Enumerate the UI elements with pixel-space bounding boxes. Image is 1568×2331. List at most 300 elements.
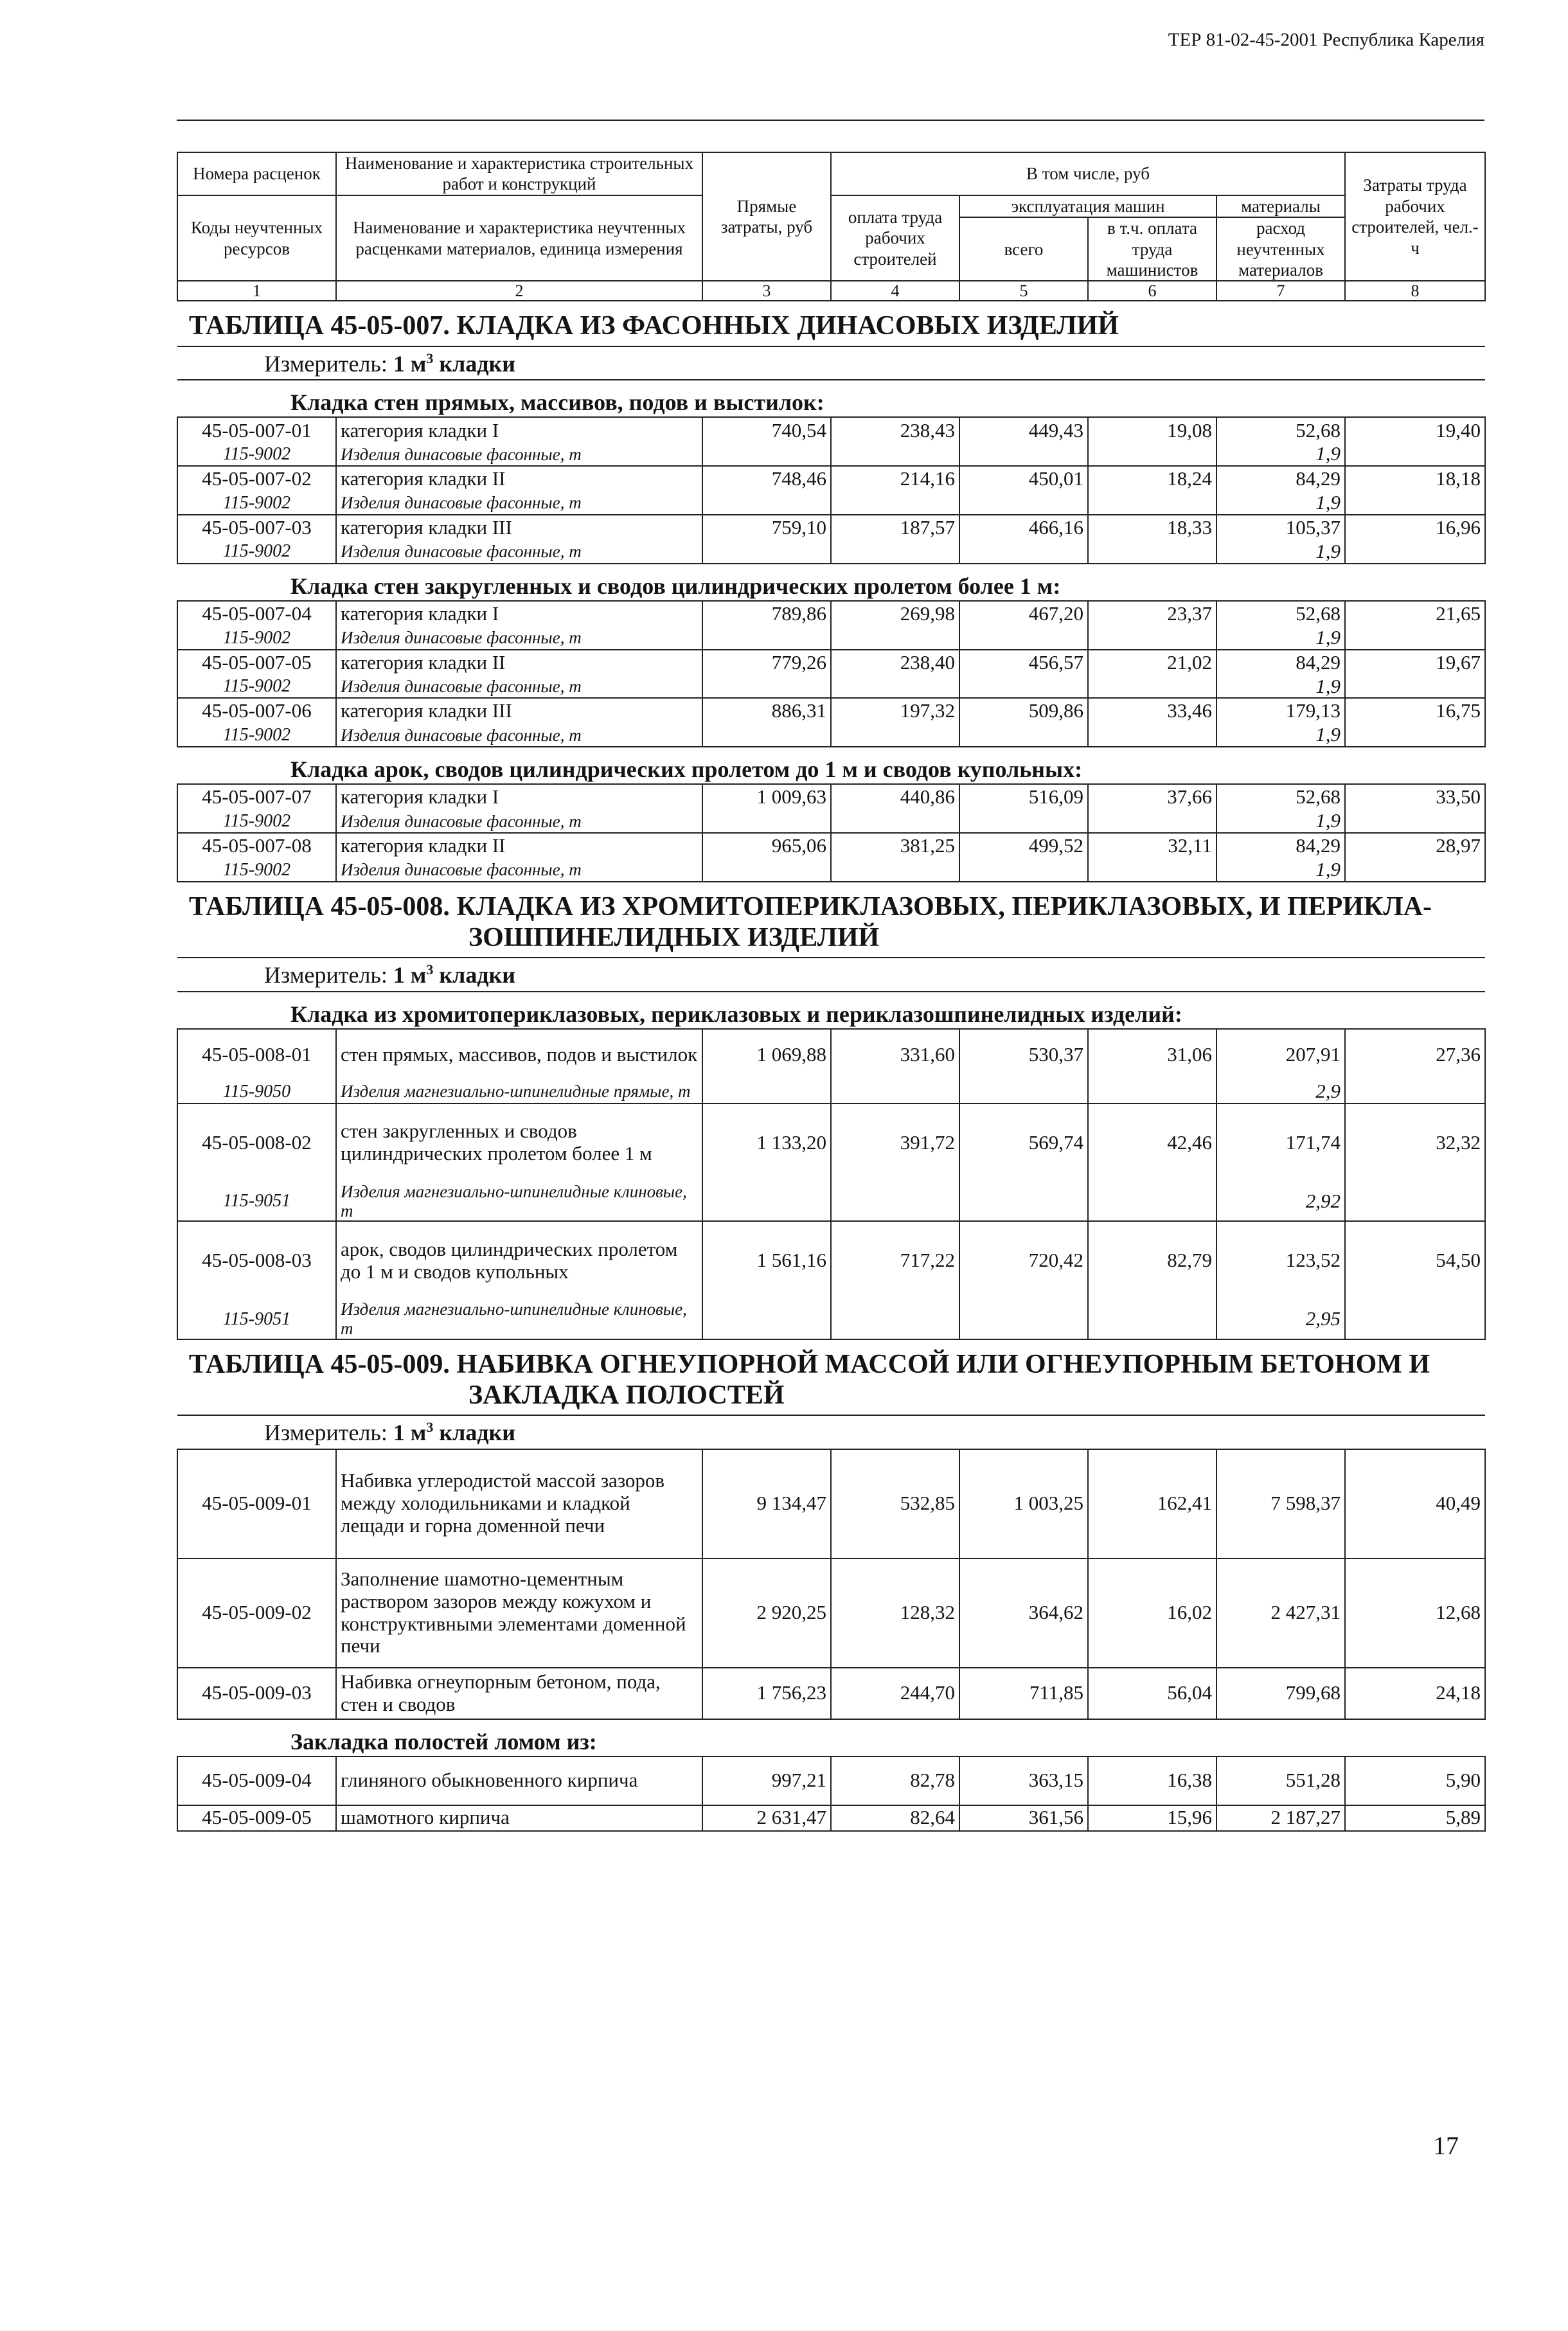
resource-row — [177, 724, 1485, 747]
empty-cell — [702, 675, 831, 699]
resource-name: Изделия динасовые фасонные, т — [336, 859, 702, 882]
table-row — [177, 1449, 1485, 1558]
machine-cost: 456,57 — [959, 650, 1088, 675]
empty-cell — [1345, 1299, 1485, 1339]
empty-cell — [831, 675, 959, 699]
machinist-pay: 42,46 — [1088, 1103, 1216, 1182]
resource-row — [177, 810, 1485, 833]
labor-pay: 717,22 — [831, 1221, 959, 1299]
labor-pay: 197,32 — [831, 698, 959, 724]
empty-cell — [1088, 1080, 1216, 1103]
resource-row — [177, 627, 1485, 650]
resource-code: 115-9051 — [177, 1182, 336, 1221]
col-header-machines: эксплуатация машин — [959, 195, 1216, 217]
col-num: 3 — [702, 281, 831, 301]
table-meter — [177, 958, 1485, 991]
machinist-pay: 23,37 — [1088, 601, 1216, 627]
machine-cost: 499,52 — [959, 833, 1088, 859]
rate-code: 45-05-008-01 — [177, 1029, 336, 1080]
empty-cell — [831, 540, 959, 564]
materials-cost: 84,29 — [1216, 466, 1345, 492]
table-meter-row — [177, 1415, 1485, 1449]
machine-cost: 450,01 — [959, 466, 1088, 492]
section-heading: Кладка из хромитопериклазовых, периклазовых и периклазошпинелидных изделий: — [177, 992, 1485, 1029]
rate-code: 45-05-009-01 — [177, 1449, 336, 1558]
machinist-pay: 15,96 — [1088, 1805, 1216, 1831]
resource-name: Изделия магнезиально-шпинелидные прямые, т — [336, 1080, 702, 1103]
direct-cost: 1 756,23 — [702, 1668, 831, 1719]
empty-cell — [831, 1182, 959, 1221]
empty-cell — [1088, 1299, 1216, 1339]
empty-cell — [959, 540, 1088, 564]
empty-cell — [1088, 675, 1216, 699]
empty-cell — [1345, 492, 1485, 515]
col-header-code-top: Номера расценок — [177, 152, 336, 195]
empty-cell — [1345, 810, 1485, 833]
machine-cost: 516,09 — [959, 784, 1088, 810]
section-heading-row — [177, 992, 1485, 1029]
meter-unit: 1 м — [393, 962, 427, 988]
resource-qty: 2,9 — [1216, 1080, 1345, 1103]
meter-suffix: кладки — [433, 962, 516, 988]
labor-pay: 440,86 — [831, 784, 959, 810]
resource-qty: 1,9 — [1216, 627, 1345, 650]
resource-qty: 1,9 — [1216, 675, 1345, 699]
labor-pay: 128,32 — [831, 1558, 959, 1668]
col-header-incl: В том числе, руб — [831, 152, 1345, 195]
col-header-materials: материалы — [1216, 195, 1345, 217]
header-rule — [177, 120, 1484, 121]
rate-name: категория кладки II — [336, 833, 702, 859]
resource-code: 115-9002 — [177, 724, 336, 747]
resource-row — [177, 1299, 1485, 1339]
labor-hours: 27,36 — [1345, 1029, 1485, 1080]
empty-cell — [1345, 724, 1485, 747]
empty-cell — [1345, 443, 1485, 466]
rate-code: 45-05-009-02 — [177, 1558, 336, 1668]
labor-pay: 269,98 — [831, 601, 959, 627]
col-header-code-bottom: Коды неучтенных ресурсов — [177, 195, 336, 281]
labor-pay: 214,16 — [831, 466, 959, 492]
col-num: 1 — [177, 281, 336, 301]
rate-code: 45-05-008-03 — [177, 1221, 336, 1299]
empty-cell — [1088, 540, 1216, 564]
price-table — [177, 152, 1486, 1832]
materials-cost: 105,37 — [1216, 515, 1345, 540]
table-row — [177, 417, 1485, 443]
empty-cell — [702, 1182, 831, 1221]
table-title-line: ЗАКЛАДКА ПОЛОСТЕЙ — [468, 1380, 785, 1410]
empty-cell — [1345, 1080, 1485, 1103]
rate-code: 45-05-007-02 — [177, 466, 336, 492]
table-title-line: ЗОШПИНЕЛИДНЫХ ИЗДЕЛИЙ — [468, 923, 880, 953]
page-number: 17 — [1433, 2131, 1459, 2160]
machinist-pay: 16,02 — [1088, 1558, 1216, 1668]
meter-sup: 3 — [426, 350, 434, 366]
running-header: ТЕР 81-02-45-2001 Республика Карелия — [1168, 30, 1484, 50]
col-num: 2 — [336, 281, 702, 301]
col-header-machines-total: всего — [959, 217, 1088, 281]
direct-cost: 2 631,47 — [702, 1805, 831, 1831]
direct-cost: 1 009,63 — [702, 784, 831, 810]
empty-cell — [1345, 675, 1485, 699]
empty-cell — [959, 810, 1088, 833]
resource-qty: 2,95 — [1216, 1299, 1345, 1339]
direct-cost: 789,86 — [702, 601, 831, 627]
rate-name: категория кладки II — [336, 466, 702, 492]
resource-code: 115-9002 — [177, 443, 336, 466]
resource-name: Изделия динасовые фасонные, т — [336, 492, 702, 515]
machine-cost: 466,16 — [959, 515, 1088, 540]
rate-name: категория кладки I — [336, 784, 702, 810]
resource-code: 115-9002 — [177, 810, 336, 833]
section-heading: Закладка полостей ломом из: — [177, 1719, 1485, 1756]
table-title-line: ТАБЛИЦА 45-05-008. КЛАДКА ИЗ ХРОМИТОПЕРИКЛАЗОВЫХ, ПЕРИКЛАЗОВЫХ, И ПЕРИКЛА- — [189, 891, 1432, 922]
machinist-pay: 31,06 — [1088, 1029, 1216, 1080]
direct-cost: 9 134,47 — [702, 1449, 831, 1558]
table-row — [177, 1756, 1485, 1805]
col-header-materials-sub: расход неучтенных материалов — [1216, 217, 1345, 281]
labor-pay: 82,78 — [831, 1756, 959, 1805]
table-meter — [177, 1415, 1485, 1449]
empty-cell — [831, 724, 959, 747]
table-title: ТАБЛИЦА 45-05-007. КЛАДКА ИЗ ФАСОННЫХ ДИНАСОВЫХ ИЗДЕЛИЙ — [177, 301, 1485, 346]
meter-sup: 3 — [426, 1419, 434, 1436]
col-header-machines-pay: в т.ч. оплата труда машинистов — [1088, 217, 1216, 281]
resource-qty: 1,9 — [1216, 540, 1345, 564]
table-row — [177, 1805, 1485, 1831]
labor-hours: 19,40 — [1345, 417, 1485, 443]
rate-code: 45-05-007-06 — [177, 698, 336, 724]
table-row — [177, 833, 1485, 859]
machine-cost: 449,43 — [959, 417, 1088, 443]
machine-cost: 530,37 — [959, 1029, 1088, 1080]
rate-name: категория кладки II — [336, 650, 702, 675]
meter-sup: 3 — [426, 961, 434, 978]
resource-row — [177, 675, 1485, 699]
col-header-name-bottom: Наименование и характеристика неучтенных расценками материалов, единица измерения — [336, 195, 702, 281]
direct-cost: 886,31 — [702, 698, 831, 724]
rate-code: 45-05-007-04 — [177, 601, 336, 627]
empty-cell — [831, 627, 959, 650]
labor-pay: 82,64 — [831, 1805, 959, 1831]
section-heading: Кладка стен закругленных и сводов цилиндрических пролетом более 1 м: — [177, 564, 1485, 601]
table-title — [177, 1339, 1485, 1416]
resource-name: Изделия динасовые фасонные, т — [336, 675, 702, 699]
rate-name: глиняного обыкновенного кирпича — [336, 1756, 702, 1805]
table-row — [177, 784, 1485, 810]
direct-cost: 1 561,16 — [702, 1221, 831, 1299]
materials-cost: 84,29 — [1216, 833, 1345, 859]
empty-cell — [1345, 1182, 1485, 1221]
direct-cost: 2 920,25 — [702, 1558, 831, 1668]
machinist-pay: 32,11 — [1088, 833, 1216, 859]
col-header-labor: Затраты труда рабочих строителей, чел.-ч — [1345, 152, 1485, 281]
empty-cell — [702, 492, 831, 515]
machine-cost: 1 003,25 — [959, 1449, 1088, 1558]
section-heading-row — [177, 747, 1485, 784]
empty-cell — [831, 1080, 959, 1103]
labor-pay: 532,85 — [831, 1449, 959, 1558]
resource-name: Изделия магнезиально-шпинелидные клиновые, т — [336, 1182, 702, 1221]
resource-qty: 1,9 — [1216, 859, 1345, 882]
empty-cell — [959, 627, 1088, 650]
col-num: 6 — [1088, 281, 1216, 301]
rate-code: 45-05-007-03 — [177, 515, 336, 540]
table-meter-row — [177, 958, 1485, 991]
resource-code: 115-9002 — [177, 627, 336, 650]
resource-name: Изделия динасовые фасонные, т — [336, 810, 702, 833]
empty-cell — [959, 724, 1088, 747]
col-header-direct: Прямые затраты, руб — [702, 152, 831, 281]
empty-cell — [702, 724, 831, 747]
rate-code: 45-05-009-05 — [177, 1805, 336, 1831]
empty-cell — [959, 1182, 1088, 1221]
rate-name: арок, сводов цилиндрических пролетом до 1 м и сводов купольных — [336, 1221, 702, 1299]
section-heading-row — [177, 380, 1485, 417]
labor-pay: 331,60 — [831, 1029, 959, 1080]
rate-code: 45-05-007-08 — [177, 833, 336, 859]
materials-cost: 123,52 — [1216, 1221, 1345, 1299]
table-row — [177, 466, 1485, 492]
col-header-labor-pay: оплата труда рабочих строителей — [831, 195, 959, 281]
table-45-05-008 — [177, 882, 1485, 1339]
empty-cell — [702, 443, 831, 466]
empty-cell — [1088, 443, 1216, 466]
resource-code: 115-9002 — [177, 492, 336, 515]
col-num: 7 — [1216, 281, 1345, 301]
labor-pay: 238,40 — [831, 650, 959, 675]
resource-qty: 1,9 — [1216, 724, 1345, 747]
labor-hours: 18,18 — [1345, 466, 1485, 492]
empty-cell — [959, 492, 1088, 515]
meter-prefix: Измеритель: — [264, 962, 393, 988]
materials-cost: 799,68 — [1216, 1668, 1345, 1719]
resource-row — [177, 492, 1485, 515]
machinist-pay: 18,24 — [1088, 466, 1216, 492]
table-row — [177, 1221, 1485, 1299]
machine-cost: 509,86 — [959, 698, 1088, 724]
labor-hours: 54,50 — [1345, 1221, 1485, 1299]
resource-code: 115-9051 — [177, 1299, 336, 1339]
labor-pay: 381,25 — [831, 833, 959, 859]
table-meter — [177, 346, 1485, 380]
rate-name: Набивка огнеупорным бетоном, пода, стен и сводов — [336, 1668, 702, 1719]
table-row — [177, 698, 1485, 724]
labor-hours: 16,96 — [1345, 515, 1485, 540]
machinist-pay: 18,33 — [1088, 515, 1216, 540]
rate-name: категория кладки III — [336, 698, 702, 724]
meter-prefix: Измеритель: — [264, 350, 393, 377]
table-45-05-007 — [177, 301, 1485, 881]
labor-hours: 28,97 — [1345, 833, 1485, 859]
labor-hours: 33,50 — [1345, 784, 1485, 810]
resource-name: Изделия магнезиально-шпинелидные клиновые, т — [336, 1299, 702, 1339]
table-row — [177, 1558, 1485, 1668]
materials-cost: 7 598,37 — [1216, 1449, 1345, 1558]
col-num: 4 — [831, 281, 959, 301]
rate-code: 45-05-007-05 — [177, 650, 336, 675]
machinist-pay: 33,46 — [1088, 698, 1216, 724]
empty-cell — [959, 675, 1088, 699]
resource-name: Изделия динасовые фасонные, т — [336, 540, 702, 564]
resource-code: 115-9002 — [177, 859, 336, 882]
empty-cell — [959, 859, 1088, 882]
empty-cell — [702, 810, 831, 833]
resource-code: 115-9002 — [177, 540, 336, 564]
empty-cell — [1088, 492, 1216, 515]
rate-code: 45-05-009-03 — [177, 1668, 336, 1719]
col-header-name-top: Наименование и характеристика строительных работ и конструкций — [336, 152, 702, 195]
materials-cost: 551,28 — [1216, 1756, 1345, 1805]
section-heading: Кладка стен прямых, массивов, подов и выстилок: — [177, 380, 1485, 417]
labor-hours: 16,75 — [1345, 698, 1485, 724]
machinist-pay: 162,41 — [1088, 1449, 1216, 1558]
meter-unit: 1 м — [393, 1420, 427, 1446]
rate-name: Набивка углеродистой массой зазоров между холодильниками и кладкой лещади и горна доменной печи — [336, 1449, 702, 1558]
empty-cell — [1345, 540, 1485, 564]
materials-cost: 171,74 — [1216, 1103, 1345, 1182]
machine-cost: 720,42 — [959, 1221, 1088, 1299]
direct-cost: 779,26 — [702, 650, 831, 675]
labor-hours: 24,18 — [1345, 1668, 1485, 1719]
resource-name: Изделия динасовые фасонные, т — [336, 627, 702, 650]
empty-cell — [1088, 810, 1216, 833]
machine-cost: 364,62 — [959, 1558, 1088, 1668]
resource-code: 115-9050 — [177, 1080, 336, 1103]
materials-cost: 84,29 — [1216, 650, 1345, 675]
resource-row — [177, 540, 1485, 564]
materials-cost: 52,68 — [1216, 417, 1345, 443]
resource-qty: 2,92 — [1216, 1182, 1345, 1221]
machine-cost: 569,74 — [959, 1103, 1088, 1182]
rate-name: стен закругленных и сводов цилиндрических пролетом более 1 м — [336, 1103, 702, 1182]
rate-name: шамотного кирпича — [336, 1805, 702, 1831]
labor-hours: 32,32 — [1345, 1103, 1485, 1182]
materials-cost: 52,68 — [1216, 601, 1345, 627]
resource-qty: 1,9 — [1216, 810, 1345, 833]
table-title — [177, 882, 1485, 958]
col-num: 5 — [959, 281, 1088, 301]
machine-cost: 467,20 — [959, 601, 1088, 627]
table-row — [177, 1668, 1485, 1719]
table-row — [177, 1029, 1485, 1080]
empty-cell — [702, 1080, 831, 1103]
labor-hours: 5,89 — [1345, 1805, 1485, 1831]
table-row — [177, 515, 1485, 540]
machinist-pay: 16,38 — [1088, 1756, 1216, 1805]
empty-cell — [702, 627, 831, 650]
empty-cell — [702, 859, 831, 882]
resource-qty: 1,9 — [1216, 492, 1345, 515]
empty-cell — [702, 1299, 831, 1339]
empty-cell — [1088, 859, 1216, 882]
direct-cost: 759,10 — [702, 515, 831, 540]
materials-cost: 207,91 — [1216, 1029, 1345, 1080]
table-title-row — [177, 882, 1485, 958]
resource-row — [177, 859, 1485, 882]
table-row — [177, 1103, 1485, 1182]
machinist-pay: 19,08 — [1088, 417, 1216, 443]
machine-cost: 363,15 — [959, 1756, 1088, 1805]
machinist-pay: 37,66 — [1088, 784, 1216, 810]
machinist-pay: 82,79 — [1088, 1221, 1216, 1299]
materials-cost: 179,13 — [1216, 698, 1345, 724]
materials-cost: 2 187,27 — [1216, 1805, 1345, 1831]
labor-hours: 19,67 — [1345, 650, 1485, 675]
table-row — [177, 650, 1485, 675]
section-heading: Кладка арок, сводов цилиндрических пролетом до 1 м и сводов купольных: — [177, 747, 1485, 784]
direct-cost: 965,06 — [702, 833, 831, 859]
rate-name: стен прямых, массивов, подов и выстилок — [336, 1029, 702, 1080]
table-title-row — [177, 1339, 1485, 1416]
labor-pay: 187,57 — [831, 515, 959, 540]
rate-name: категория кладки I — [336, 417, 702, 443]
empty-cell — [959, 1080, 1088, 1103]
labor-hours: 21,65 — [1345, 601, 1485, 627]
meter-suffix: кладки — [433, 350, 516, 377]
resource-row — [177, 1182, 1485, 1221]
resource-row — [177, 1080, 1485, 1103]
direct-cost: 1 133,20 — [702, 1103, 831, 1182]
labor-hours: 12,68 — [1345, 1558, 1485, 1668]
empty-cell — [831, 492, 959, 515]
meter-suffix: кладки — [433, 1420, 516, 1446]
section-heading-row — [177, 564, 1485, 601]
direct-cost: 740,54 — [702, 417, 831, 443]
labor-hours: 40,49 — [1345, 1449, 1485, 1558]
empty-cell — [831, 810, 959, 833]
resource-qty: 1,9 — [1216, 443, 1345, 466]
meter-unit: 1 м — [393, 350, 427, 377]
empty-cell — [831, 859, 959, 882]
rate-code: 45-05-009-04 — [177, 1756, 336, 1805]
materials-cost: 2 427,31 — [1216, 1558, 1345, 1668]
resource-row — [177, 443, 1485, 466]
rate-code: 45-05-007-07 — [177, 784, 336, 810]
materials-cost: 52,68 — [1216, 784, 1345, 810]
col-num: 8 — [1345, 281, 1485, 301]
meter-prefix: Измеритель: — [264, 1420, 393, 1446]
empty-cell — [831, 1299, 959, 1339]
empty-cell — [1345, 627, 1485, 650]
empty-cell — [702, 540, 831, 564]
labor-pay: 391,72 — [831, 1103, 959, 1182]
resource-code: 115-9002 — [177, 675, 336, 699]
machinist-pay: 56,04 — [1088, 1668, 1216, 1719]
machine-cost: 361,56 — [959, 1805, 1088, 1831]
resource-name: Изделия динасовые фасонные, т — [336, 443, 702, 466]
rate-code: 45-05-008-02 — [177, 1103, 336, 1182]
rate-name: Заполнение шамотно-цементным раствором зазоров между кожухом и конструктивными элементами доменной печи — [336, 1558, 702, 1668]
resource-name: Изделия динасовые фасонные, т — [336, 724, 702, 747]
rate-name: категория кладки III — [336, 515, 702, 540]
table-title-line: ТАБЛИЦА 45-05-009. НАБИВКА ОГНЕУПОРНОЙ МАССОЙ ИЛИ ОГНЕУПОРНЫМ БЕТОНОМ И — [189, 1349, 1430, 1379]
table-45-05-009 — [177, 1339, 1485, 1831]
machine-cost: 711,85 — [959, 1668, 1088, 1719]
section-heading-row — [177, 1719, 1485, 1756]
empty-cell — [831, 443, 959, 466]
empty-cell — [1088, 724, 1216, 747]
direct-cost: 997,21 — [702, 1756, 831, 1805]
empty-cell — [959, 1299, 1088, 1339]
empty-cell — [1345, 859, 1485, 882]
rate-name: категория кладки I — [336, 601, 702, 627]
empty-cell — [959, 443, 1088, 466]
labor-pay: 238,43 — [831, 417, 959, 443]
labor-pay: 244,70 — [831, 1668, 959, 1719]
labor-hours: 5,90 — [1345, 1756, 1485, 1805]
